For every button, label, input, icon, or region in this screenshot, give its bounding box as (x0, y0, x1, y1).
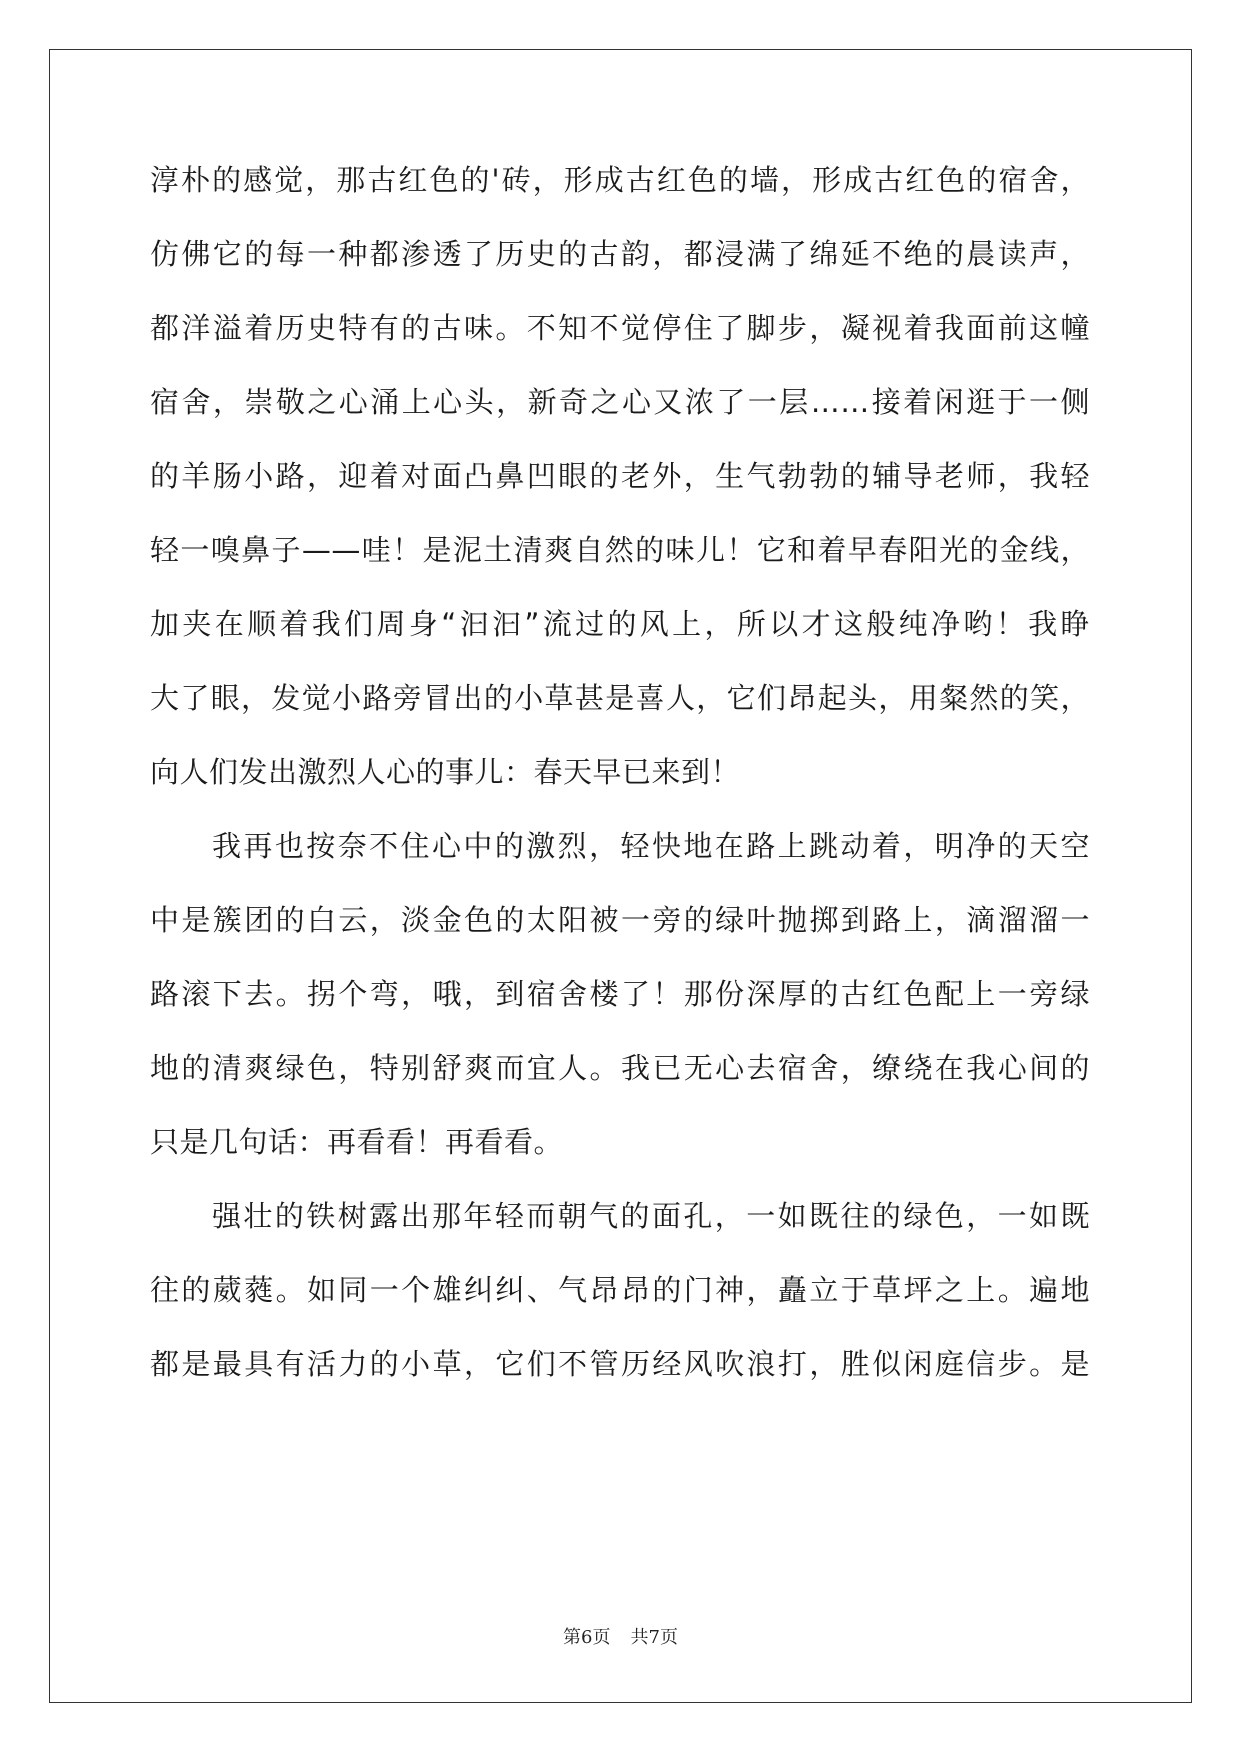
text-line: 路滚下去。拐个弯，哦，到宿舍楼了！那份深厚的古红色配上一旁绿 (150, 977, 1090, 1011)
text-line: 只是几句话：再看看！再看看。 (150, 1125, 564, 1159)
page-total: 共7页 (630, 1627, 678, 1648)
text-line: 强壮的铁树露出那年轻而朝气的面孔，一如既往的绿色，一如既 (212, 1199, 1090, 1233)
text-line: 地的清爽绿色，特别舒爽而宜人。我已无心去宿舍，缭绕在我心间的 (150, 1051, 1090, 1085)
text-line: 我再也按奈不住心中的激烈，轻快地在路上跳动着，明净的天空 (212, 829, 1090, 863)
page-border (49, 49, 1192, 1703)
text-line: 向人们发出激烈人心的事儿：春天早已来到！ (150, 755, 741, 789)
text-line: 大了眼，发觉小路旁冒出的小草甚是喜人，它们昂起头，用粲然的笑， (150, 681, 1090, 715)
text-line: 中是簇团的白云，淡金色的太阳被一旁的绿叶抛掷到路上，滴溜溜一 (150, 903, 1090, 937)
text-line: 的羊肠小路，迎着对面凸鼻凹眼的老外，生气勃勃的辅导老师，我轻 (150, 459, 1090, 493)
text-line: 宿舍，崇敬之心涌上心头，新奇之心又浓了一层……接着闲逛于一侧 (150, 385, 1090, 419)
text-line: 仿佛它的每一种都渗透了历史的古韵，都浸满了绵延不绝的晨读声， (150, 237, 1090, 271)
text-line: 淳朴的感觉，那古红色的'砖，形成古红色的墙，形成古红色的宿舍， (150, 163, 1090, 197)
page-footer (0, 1626, 1241, 1650)
text-line: 轻一嗅鼻子——哇！是泥土清爽自然的味儿！它和着早春阳光的金线， (150, 533, 1090, 567)
text-line: 都是最具有活力的小草，它们不管历经风吹浪打，胜似闲庭信步。是 (150, 1347, 1090, 1381)
text-line: 加夹在顺着我们周身“汩汩”流过的风上，所以才这般纯净哟！我睁 (150, 607, 1090, 641)
page-number: 第6页 (563, 1627, 611, 1648)
text-line: 都洋溢着历史特有的古味。不知不觉停住了脚步，凝视着我面前这幢 (150, 311, 1090, 345)
text-line: 往的葳蕤。如同一个雄纠纠、气昂昂的门神，矗立于草坪之上。遍地 (150, 1273, 1090, 1307)
